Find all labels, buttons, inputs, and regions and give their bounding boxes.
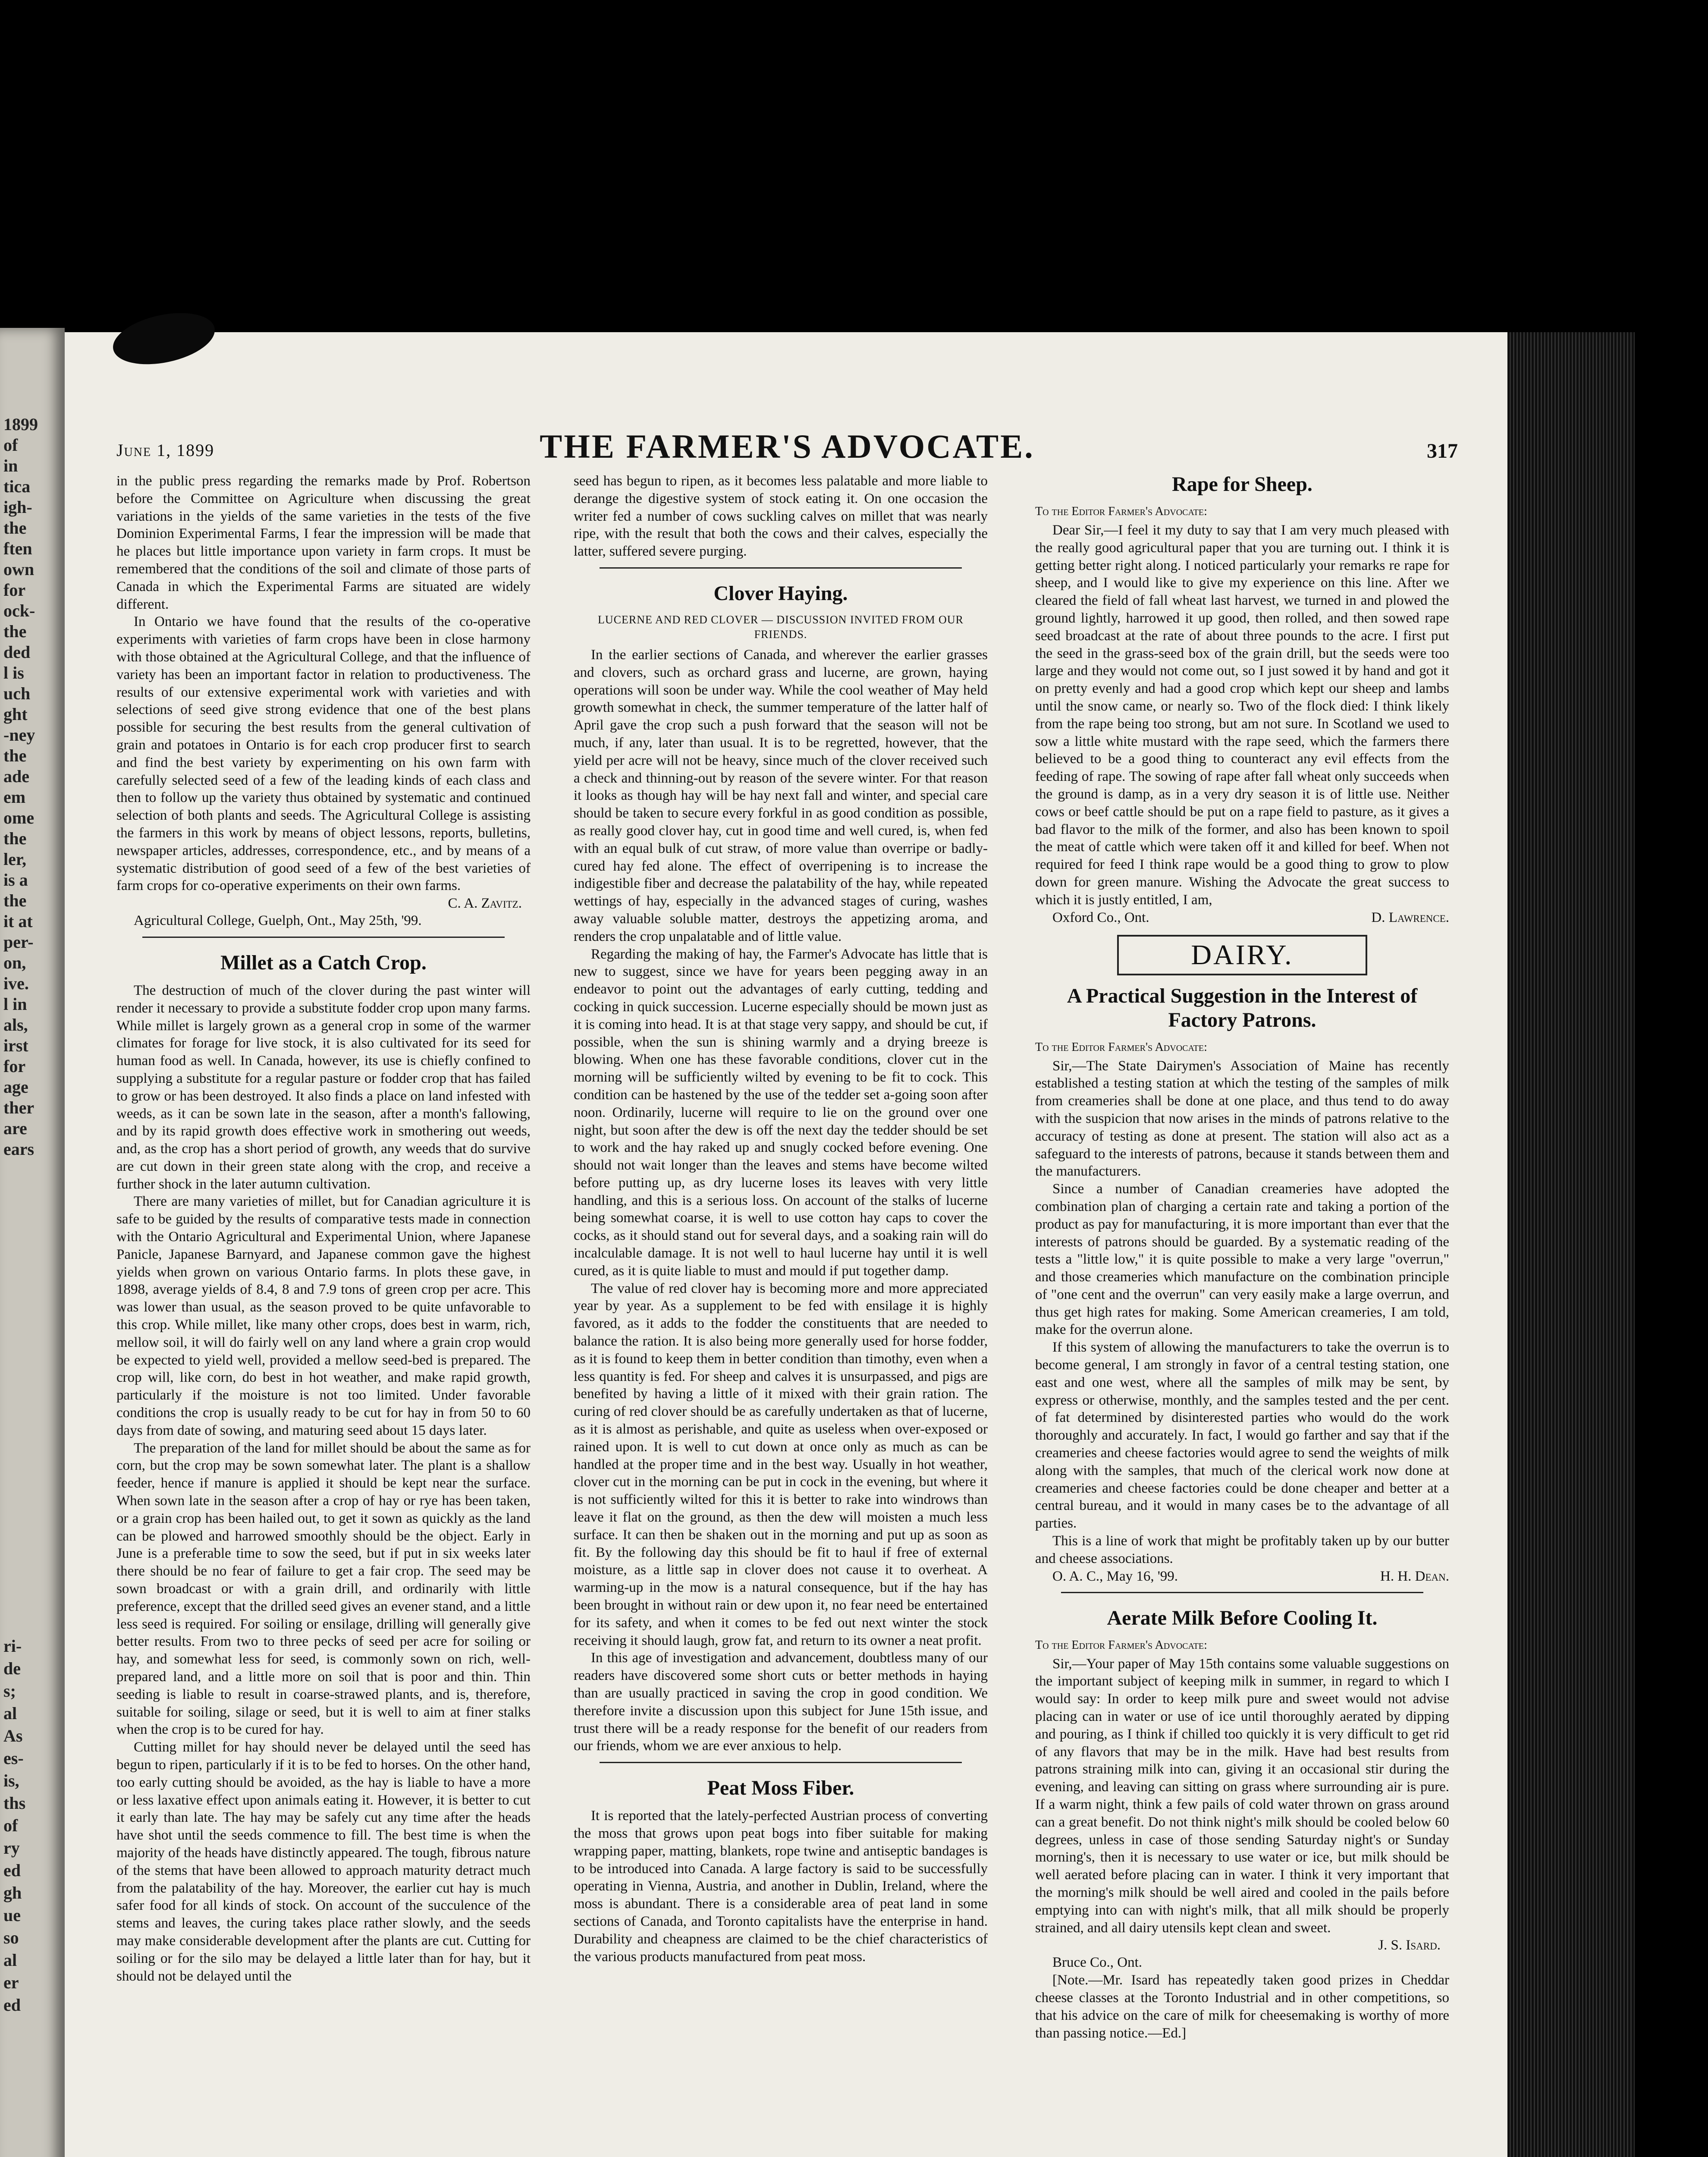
- article-title-aerate: Aerate Milk Before Cooling It.: [1107, 1606, 1378, 1629]
- section-rule: [1061, 1592, 1423, 1593]
- facing-page-fragment: -ney: [3, 725, 35, 745]
- facing-page-fragment: ften: [3, 539, 32, 558]
- facing-page-fragment: de: [3, 1659, 21, 1678]
- article-subtitle-clover: LUCERNE AND RED CLOVER — DISCUSSION INVITED FROM OUR FRIENDS.: [598, 613, 964, 641]
- aerate-signature: J. S. Isard.: [1378, 1937, 1441, 1953]
- previous-page-edge: [0, 328, 65, 2157]
- facing-page-fragment: 1899: [3, 415, 38, 434]
- aerate-paragraph: Sir,—Your paper of May 15th contains some valuable suggestions on the important subject of keeping milk in summer, in regard to which I would say: In order to keep milk pure and sweet would not advise placing can in water or use of ice until thoroughly aerated by dipping and pouring, as I think if chilled too quickly it is very difficult to get rid of any flavors that may be in the milk. Have had best results from patrons straining milk into can, giving it an occasional stir during the evening, and leaving can sitting on grass where surrounding air is pure. If a warm night, think a few pails of cold water thrown on grass around can a great benefit. Do not think night's milk should be cooled below 60 degrees, unless in case of those sending Saturday night's or Sunday morning's, then it is necessary to use water or ice, but milk should be well aerated before placing can in water. I think it very important that the morning's milk should be well aired and cooled in the pails before emptying into can with night's milk, that all milk should be properly strained, and all dairy utensils kept clean and sweet.: [1035, 1656, 1449, 1936]
- rape-signature-line: [1035, 909, 1449, 926]
- facing-page-fragment: als,: [3, 1015, 28, 1034]
- intro-paragraph: in the public press regarding the remarks made by Prof. Robertson before the Committee on Agriculture when discussing the great variations in the yields of the same varieties in the tests of the five Dominion Experimental Farms, I fear the impression will be made that he places but little importance upon variety in farm crops. It must be remembered that the conditions of the soil and climate of those parts of Canada in which the Experimental Farms are situated are widely different.: [116, 473, 531, 612]
- article-title-millet: Millet as a Catch Crop.: [220, 951, 427, 974]
- article-title-rape: Rape for Sheep.: [1172, 473, 1312, 496]
- facing-page-fragment: the: [3, 891, 27, 910]
- rape-signature: D. Lawrence.: [1371, 909, 1449, 925]
- facing-page-fragment: ry: [3, 1838, 20, 1858]
- column-middle: [574, 472, 988, 2157]
- facing-page-fragment: uch: [3, 684, 31, 703]
- practical-signature: H. H. Dean.: [1380, 1568, 1449, 1584]
- facing-page-fragment: on,: [3, 953, 26, 972]
- practical-paragraph: Since a number of Canadian creameries have adopted the combination plan of charging a certain rate and taking a portion of the product as pay for manufacturing, it is more important than ever that the interests of patrons should be guarded. By a systematic reading of the tests a "little low," it is quite possible to make a very large "overrun," and those creameries which manufacture on the combination principle of "one cent and the overrun" can very easily make a large overrun, and thus get high rates for making. Some American creameries, I am told, make for the overrun alone.: [1035, 1181, 1449, 1338]
- dairy-section-heading: DAIRY.: [1117, 935, 1367, 975]
- masthead-title: THE FARMER'S ADVOCATE.: [540, 428, 1035, 465]
- facing-page-fragment: ght: [3, 704, 28, 724]
- practical-paragraph: If this system of allowing the manufacturers to take the overrun is to become general, I am strongly in favor of a central testing station, one east and one west, where all the samples of milk may be sent, by express or otherwise, monthly, and the samples tested and the per cent. of fat determined by disinterested parties who would do the work thoroughly and accurately. In fact, I would go farther and say that if the creameries and cheese factories would agree to send the weights of milk along with the samples, that much of the clerical work now done at creameries and cheese factories could be done cheaper and better at a central bureau, and it would in many cases be to the advantage of all parties.: [1035, 1339, 1449, 1531]
- intro-paragraph: In Ontario we have found that the results of the co-operative experiments with varieties of farm crops have been in close harmony with those obtained at the Agricultural College, and that the influence of variety has been an important factor in relation to productiveness. The results of our extensive experimental work with varieties and with selections of seed give strong evidence that one of the best plans possible for securing the best results from the general cultivation of grain and potatoes in Ontario is for each crop producer first to search and find the best variety by experimenting on his own farm with carefully selected seed of a few of the leading kinds of each class and then to follow up the variety thus obtained by systematic and continued selection of both plants and seeds. The Agricultural College is assisting the farmers in this work by means of object lessons, reports, bulletins, newspaper articles, addresses, correspondence, etc., and by means of a systematic distribution of good seed of a few of the best varieties of farm crops for co-operative experiments on their own farms.: [116, 614, 531, 894]
- facing-page-fragment: em: [3, 787, 26, 807]
- millet-paragraph: The destruction of much of the clover during the past winter will render it necessary to provide a substitute fodder crop upon many farms. While millet is largely grown as a general crop in some of the warmer climates for forage for live stock, it is also cultivated for its seed for human food as well. In Canada, however, its use is chiefly confined to supplying a substitute for a regular pasture or fodder crop that has failed to grow or has been destroyed. It also finds a place on land infested with weeds, as it can be sown late in the season, after a month's fallowing, and by its rapid growth does effective work in smothering out weeds, and, as the crop has a short period of growth, any weeds that do survive are cut down in their green state along with the crop, and receive a further shock in the later autumn cultivation.: [116, 982, 531, 1192]
- practical-signature-line: [1035, 1568, 1449, 1585]
- facing-page-fragment: As: [3, 1726, 23, 1745]
- facing-page-fragment: for: [3, 580, 26, 600]
- facing-page-fragment: are: [3, 1119, 27, 1138]
- issue-date: June 1, 1899: [116, 440, 215, 460]
- facing-page-fragment: ed: [3, 1861, 21, 1880]
- facing-page-fragment: gh: [3, 1883, 22, 1902]
- millet-paragraph: The preparation of the land for millet should be about the same as for corn, but the crop may be sown somewhat later. The plant is a shallow feeder, hence if manure is applied it should be kept near the surface. When sown late in the season after a crop of hay or rye has been taken, or a grain crop has been hailed out, to get it sown as quickly as the land can be plowed and harrowed smoothly should be the object. Early in June is a preferable time to sow the seed, but if put in six weeks later there should be no fear of failure to get a fair crop. The seed may be sown broadcast or with a grain drill, and ordinarily with little preference, except that the drilled seed gives an evener stand, and a little less seed is required. For soiling or ensilage, drilling will generally give better results. From two to three pecks of seed per acre for soiling or hay, and somewhat less for seed, is commonly sown on rich, well-prepared land, and a little more on soil that is poor and thin. Thin seeding is liable to result in coarse-strawed plants, and is, therefore, suitable for soiling, silage or seed, but it is well to aim at finer stalks when the crop is to be cured for hay.: [116, 1440, 531, 1738]
- practical-paragraph: Sir,—The State Dairymen's Association of Maine has recently established a testing station at which the testing of the samples of milk from creameries shall be done at one place, and thus tend to do away with the suspicion that now arises in the minds of patrons relative to the accuracy of testing as done at present. The station will also act as a safeguard to the interests of patrons, because it stands between them and the manufacturers.: [1035, 1058, 1449, 1179]
- facing-page-fragment: the: [3, 622, 27, 641]
- facing-page-fragment: ther: [3, 1098, 35, 1117]
- facing-page-fragment: igh-: [3, 497, 32, 517]
- facing-page-fragment: the: [3, 829, 27, 848]
- intro-signature: C. A. Zavitz.: [448, 896, 522, 912]
- facing-page-fragment: ths: [3, 1793, 26, 1813]
- facing-page-fragment: of: [3, 1816, 18, 1835]
- facing-page-fragment: er: [3, 1973, 19, 1992]
- facing-page-fragment: ive.: [3, 974, 29, 993]
- facing-page-fragment: own: [3, 560, 35, 579]
- facing-page-fragment: for: [3, 1056, 26, 1076]
- facing-page-fragment: ade: [3, 767, 29, 786]
- to-editor-line: To the Editor Farmer's Advocate:: [1035, 505, 1207, 518]
- page-number: 317: [1427, 440, 1458, 462]
- editor-note: [Note.—Mr. Isard has repeatedly taken good prizes in Cheddar cheese classes at the Toronto Industrial and in other competitions, so that his advice on the care of milk for cheesemaking is worthy of more than passing notice.—Ed.]: [1035, 1972, 1449, 2041]
- to-editor-line: To the Editor Farmer's Advocate:: [1035, 1040, 1207, 1054]
- millet-continued-paragraph: seed has begun to ripen, as it becomes less palatable and more liable to derange the digestive system of stock eating it. On one occasion the writer fed a number of cows suckling calves on millet that was nearly ripe, with the result that both the cows and their calves, especially the latter, suffered severe purging.: [574, 473, 988, 560]
- facing-page-fragment: ome: [3, 808, 35, 827]
- millet-paragraph: There are many varieties of millet, but for Canadian agriculture it is safe to be guided by the results of comparative tests made in connection with the Ontario Agricultural and Experimental Union, where Japanese Panicle, Japanese Barnyard, and Japanese common gave the highest yields when grown on various Ontario farms. In plots these gave, in 1898, average yields of 8.4, 8 and 7.9 tons of green crop per acre. This was lower than usual, as the season proved to be quite unfavorable to this crop. While millet, like many other crops, does best in warm, rich, mellow soil, it will do fairly well on any land where a grain crop would be expected to yield well, provided a mellow seed-bed is prepared. The crop will, like corn, do best in hot weather, and make rapid growth, particularly if the moisture is not too limited. Under favorable conditions the crop is usually ready to be cut for hay in from 50 to 60 days from date of sowing, and maturing seed about 15 days later.: [116, 1194, 531, 1438]
- facing-page-fragment: in: [3, 456, 18, 475]
- column-left: [116, 472, 531, 2157]
- article-title-practical: A Practical Suggestion in the Interest of Factory Patrons.: [1067, 984, 1418, 1031]
- article-title-clover: Clover Haying.: [713, 582, 848, 605]
- facing-page-fragment: of: [3, 435, 18, 455]
- facing-page-fragment: is,: [3, 1771, 19, 1790]
- facing-page-fragment: ue: [3, 1905, 21, 1925]
- facing-page-fragment: the: [3, 746, 27, 765]
- article-title-peat: Peat Moss Fiber.: [707, 1777, 854, 1800]
- facing-page-fragment: l in: [3, 994, 27, 1014]
- facing-page-fragment: l is: [3, 663, 24, 682]
- facing-page-fragment: it at: [3, 912, 33, 931]
- ink-blot: [108, 305, 220, 372]
- rape-place: Oxford Co., Ont.: [1052, 909, 1149, 925]
- facing-page-fragment: s;: [3, 1681, 16, 1701]
- section-rule: [600, 1762, 962, 1763]
- newspaper-page: [65, 332, 1507, 2157]
- book-page-edges: [1507, 332, 1635, 2157]
- facing-page-fragment: irst: [3, 1036, 28, 1055]
- clover-paragraph: In this age of investigation and advancement, doubtless many of our readers have discovered some short cuts or better methods in haying than are usually practiced in saving the crop in good condition. We therefore invite a discussion upon this subject for June 15th issue, and trust there will be a ready response for the benefit of our readers from our friends, whom we are ever anxious to help.: [574, 1650, 988, 1754]
- facing-page-fragment: ears: [3, 1139, 35, 1159]
- clover-paragraph: The value of red clover hay is becoming more and more appreciated year by year. As a supplement to be fed with ensilage it is highly favored, as it adds to the fodder the constituents that are needed to balance the ration. It is also being more generally used for horse fodder, as it is found to keep them in better condition than timothy, even when a less quantity is fed. For sheep and calves it is unsurpassed, and pigs are benefited by having a little of it mixed with their grain ration. The curing of red clover should be as carefully undertaken as that of lucerne, as it is almost as perishable, and quite as useless when over-exposed or rained upon. It is well to cut down at once only as much as can be handled at the proper time and in the best way. Usually in hot weather, clover cut in the morning can be put in cock in the evening, but where it is not sufficiently wilted for this it is better to rake into windrows than leave it flat on the ground, as then the dew will moisten a much less surface. It can then be shaken out in the morning and put up as soon as fit. By the following day this should be fit to haul if free of external moisture, as a little sap in clover does not cause it to overheat. A warming-up in the mow is a natural consequence, but if the hay has been brought in without rain or dew upon it, no fear need be entertained for its safety, and when it comes to be fed out next winter the stock receiving it should laugh, grow fat, and return to its owner a neat profit.: [574, 1280, 988, 1648]
- column-right: [1035, 472, 1449, 2157]
- facing-page-fragment: the: [3, 518, 27, 538]
- peat-paragraph: It is reported that the lately-perfected Austrian process of converting the moss that grows upon peat bogs into fiber suitable for making wrapping paper, matting, blankets, rope twine and antiseptic bandages is to be introduced into Canada. A large factory is said to be successfully operating in Vienna, Austria, and another in Dublin, Ireland, where the moss is abundant. There is a considerable area of peat land in some sections of Canada, and Toronto capitalists have the enterprise in hand. Durability and cheapness are claimed to be the chief characteristics of the various products manufactured from peat moss.: [574, 1808, 988, 1965]
- facing-page-fragment: age: [3, 1077, 28, 1097]
- aerate-place: Bruce Co., Ont.: [1052, 1955, 1143, 1971]
- rape-paragraph: Dear Sir,—I feel it my duty to say that I am very much pleased with the really good agricultural paper that you are turning out. I think it is getting better right along. I noticed particularly your remarks re rape for sheep, and I would like to give my experience on this line. After we cleared the field of fall wheat last harvest, we turned in and plowed the ground lightly, harrowed it up good, then rolled, and then sowed rape seed broadcast at the rate of about three pounds to the acre. I first put the seed in the grass-seed box of the grain drill, but the seeds were too large and they would not come out, so I just sowed it by hand and got it on pretty evenly and had a good crop which kept our sheep and lambs until the snow came, or nearly so. Two of the flock died: I think likely from the rape being too strong, but am not sure. In Scotland we used to sow a little white mustard with the rape seed, which the farmers there believed to be a good thing to counteract any evil effects from the feeding of rape. The sowing of rape after fall wheat only succeeds when the ground is damp, as in a very dry season it is of little use. Neither cows or beef cattle should be put on a rape field to pasture, as it gives a bad flavor to the milk of the former, and also has been known to spoil the meat of cattle which were taken off it and killed for beef. When not required for feed I think rape would be a good thing to grow to plow down for green manure. Wishing the Advocate the great success to which it is justly entitled, I am,: [1035, 522, 1449, 908]
- practical-place: O. A. C., May 16, '99.: [1052, 1568, 1178, 1584]
- page-header: [116, 427, 1458, 466]
- millet-paragraph: Cutting millet for hay should never be delayed until the seed has begun to ripen, particularly if it is to be fed to horses. On the other hand, too early cutting should be avoided, as the hay is liable to have a more or less laxative effect upon animals eating it. However, it is better to cut it early than late. The hay may be safely cut any time after the heads have shot until the seeds commence to fill. The best time is when the majority of the heads have distinctly appeared. The tough, fibrous nature of the stems that have been allowed to approach maturity detract much from the palatability of the hay. Moreover, the earlier cut hay is much safer food for all kinds of stock. On account of the succulence of the stems and leaves, the curing takes place rather slowly, and the seeds may make considerable development after the plants are cut. Cutting for soiling or for the silo may be delayed a little later than for hay, but it should not be delayed until the: [116, 1739, 531, 1984]
- facing-page-fragment: es-: [3, 1748, 24, 1768]
- facing-page-fragment: al: [3, 1950, 17, 1970]
- facing-page-fragment: ock-: [3, 601, 35, 620]
- to-editor-line: To the Editor Farmer's Advocate:: [1035, 1638, 1207, 1652]
- facing-page-fragment: ler,: [3, 849, 26, 869]
- facing-page-fragment: ri-: [3, 1636, 22, 1656]
- section-rule: [600, 567, 962, 569]
- practical-paragraph: This is a line of work that might be profitably taken up by our butter and cheese associations.: [1035, 1533, 1449, 1566]
- facing-page-fragment: al: [3, 1704, 17, 1723]
- clover-paragraph: Regarding the making of hay, the Farmer's Advocate has little that is new to suggest, since we have for years been pegging away in an endeavor to point out the advantages of early cutting, tedding and cocking in quick succession. Lucerne especially should be mown just as it is coming into head. It is at that stage very sappy, and should be cut, if possible, when the sun is shining warmly and a drying breeze is blowing. When one has these favorable conditions, clover cut in the morning will be sufficiently wilted by evening to be fit to cock. This condition can be hastened by the use of the tedder set a-going soon after noon. Ordinarily, lucerne will require to lie on the ground over one night, but soon after the dew is off the next day the tedder should be set to work and the hay raked up and snugly cocked before evening. One should not wait longer than the leaves and stems have become wilted before putting up, as dry lucerne loses its leaves with very little handling, and this is a serious loss. On account of the stalks of lucerne being somewhat coarse, it is well to use cotton hay caps to cover the cocks, as it should stand out for several days, and a soaking rain will do incalculable damage. It is not well to haul lucerne hay until it is well cured, as it is quite liable to must and mould if put together damp.: [574, 946, 988, 1279]
- facing-page-fragment: ed: [3, 1995, 21, 2015]
- facing-page-fragment: so: [3, 1928, 19, 1947]
- section-rule: [142, 937, 505, 938]
- clover-paragraph: In the earlier sections of Canada, and wherever the earlier grasses and clovers, such as orchard grass and lucerne, are grown, haying operations will soon be under way. While the cool weather of May held growth somewhat in check, the summer temperature of the latter half of April gave the crop such a push forward that the season will not be much, if any, later than usual. It is to be regretted, however, that the yield per acre will not be heavy, since much of the clover received such a check and thinning-out by reason of the severe winter. For that reason it looks as though hay will be hay next fall and winter, and special care should be taken to secure every forkful in as good condition as possible, as really good clover hay, cut in good time and well cured, is, when fed with an equal bulk of cut straw, of more value than overripe or badly-cured hay fed alone. The effect of overripening is to increase the indigestible fiber and decrease the palatability of the hay, while repeated wettings of hay, especially in the advanced stages of curing, washes away valuable soluble matter, destroys the appetizing aroma, and renders the crop unpalatable and of little value.: [574, 647, 988, 944]
- facing-page-fragment: is a: [3, 870, 28, 890]
- facing-page-fragment: tica: [3, 477, 31, 496]
- intro-place: Agricultural College, Guelph, Ont., May 25th, '99.: [134, 913, 422, 929]
- facing-page-fragment: per-: [3, 932, 34, 952]
- facing-page-fragment: ded: [3, 642, 31, 662]
